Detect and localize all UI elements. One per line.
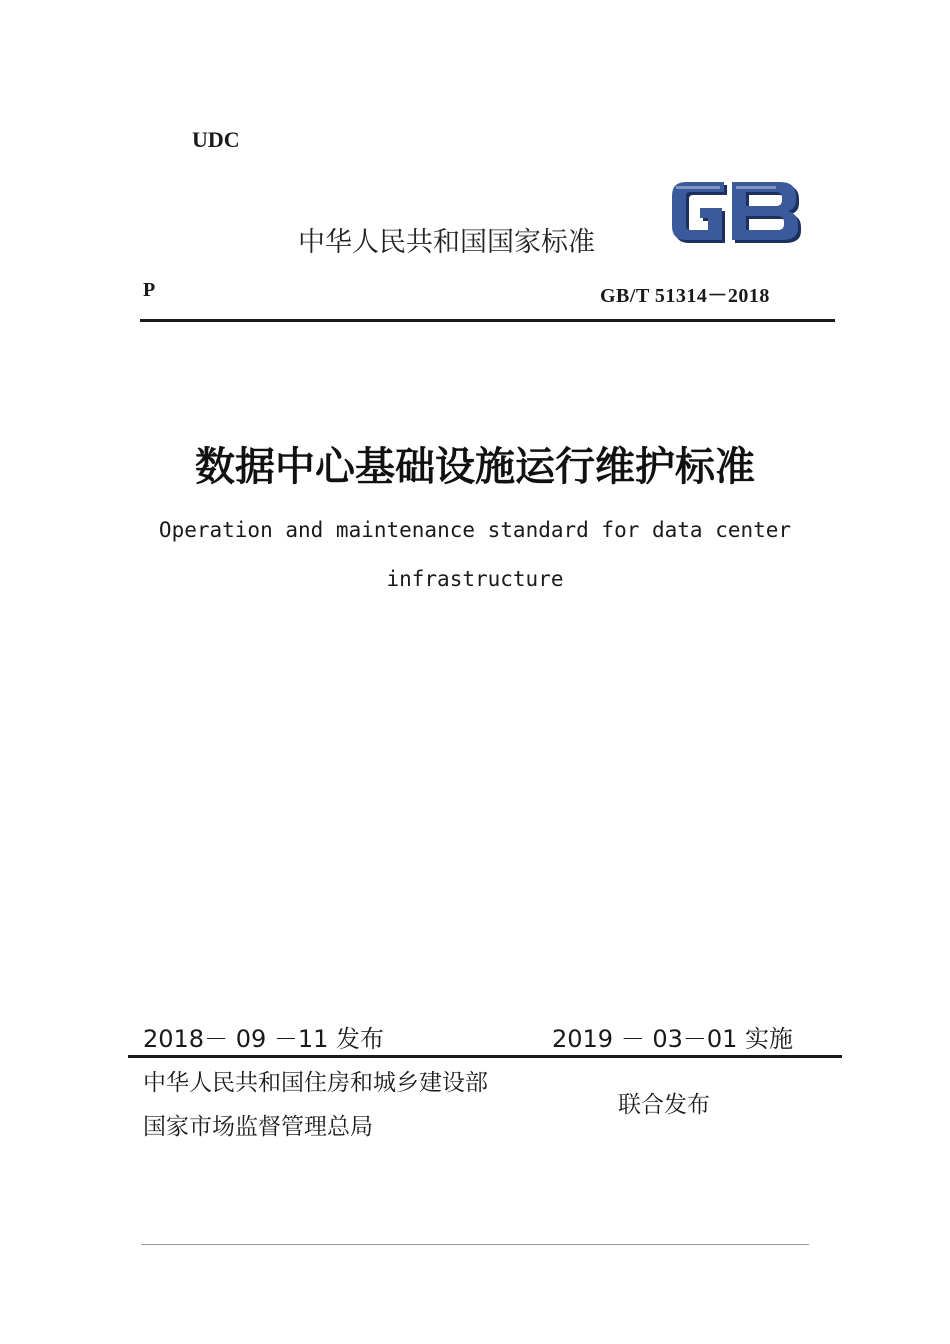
udc-label: UDC [192,127,240,152]
standard-number: GB/T 51314－2018 [600,285,770,307]
implementation-date: 2019 － 03－01 实施 [552,1025,794,1053]
classification-code: P [143,279,156,301]
title-english-line1: Operation and maintenance standard for data center [158,518,792,542]
issue-date: 2018－ 09 －11 发布 [143,1025,385,1053]
footer-divider [128,1055,842,1058]
standard-category: 中华人民共和国国家标准 [298,227,595,258]
title-english-line2: infrastructure [386,567,564,591]
issuer-ministry: 中华人民共和国住房和城乡建设部 [143,1070,488,1096]
title-chinese: 数据中心基础设施运行维护标准 [195,444,755,490]
issuer-administration: 国家市场监督管理总局 [143,1114,373,1140]
joint-issue-label: 联合发布 [618,1092,710,1118]
header-divider [140,319,835,322]
page-bottom-rule [141,1244,809,1245]
gb-logo [666,174,806,250]
